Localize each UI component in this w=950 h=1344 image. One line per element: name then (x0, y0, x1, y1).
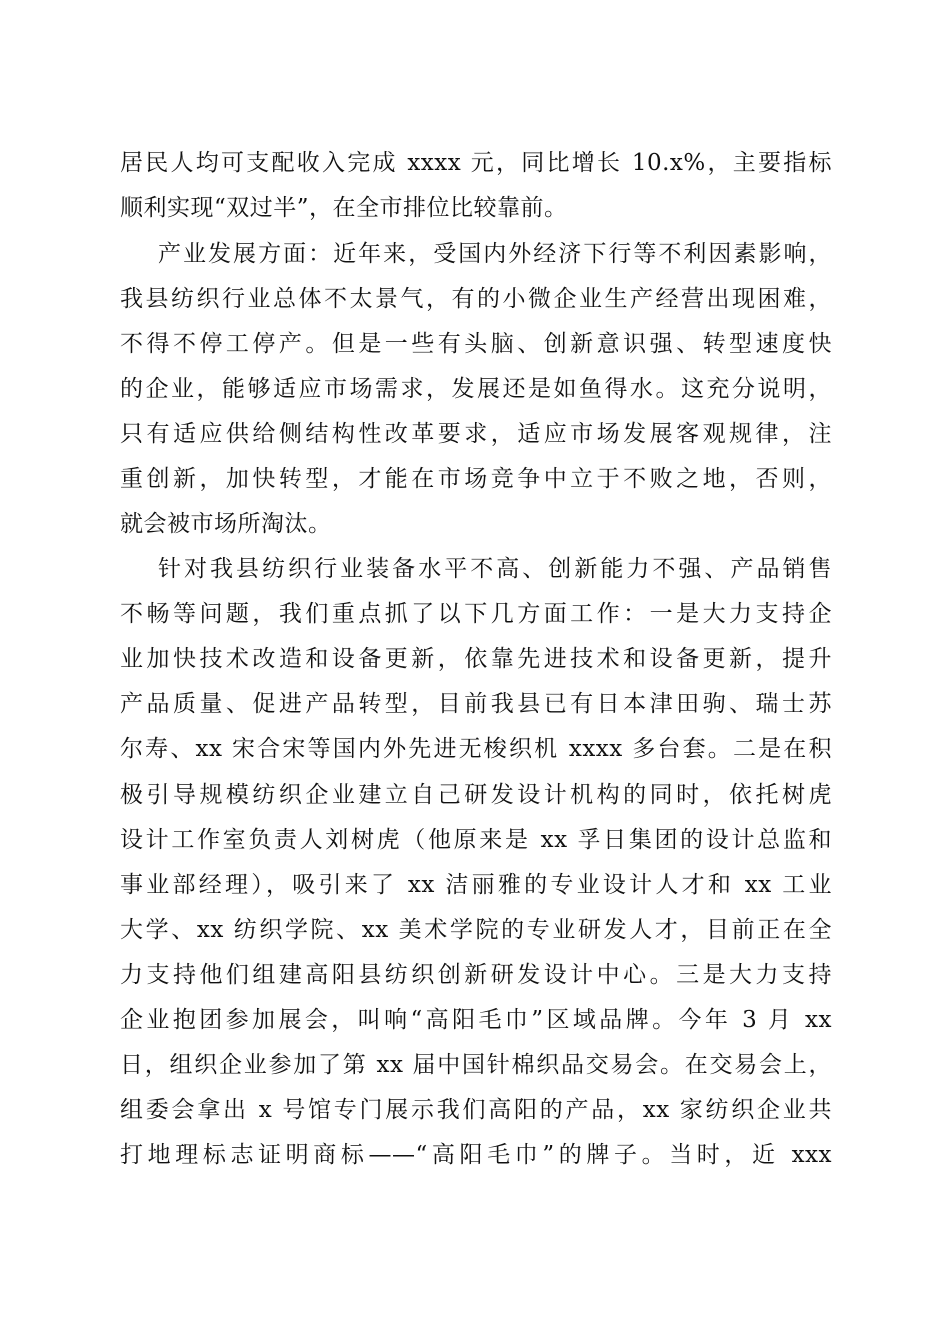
text-line: 业加快技术改造和设备更新，依靠先进技术和设备更新，提升 (120, 646, 832, 672)
text-line: 力支持他们组建高阳县纺织创新研发设计中心。三是大力支持 (120, 962, 832, 988)
text-line: 日，组织企业参加了第 xx 届中国针棉织品交易会。在交易会上， (120, 1052, 832, 1078)
text-line: 只有适应供给侧结构性改革要求，适应市场发展客观规律，注 (120, 421, 832, 447)
text-line: 设计工作室负责人刘树虎（他原来是 xx 孚日集团的设计总监和 (120, 827, 832, 853)
text-line: 不畅等问题，我们重点抓了以下几方面工作：一是大力支持企 (120, 601, 832, 627)
text-line: 组委会拿出 x 号馆专门展示我们高阳的产品，xx 家纺织企业共 (120, 1097, 832, 1123)
text-line: 我县纺织行业总体不太景气，有的小微企业生产经营出现困难， (120, 286, 832, 312)
text-line: 尔寿、xx 宋合宋等国内外先进无梭织机 xxxx 多台套。二是在积 (120, 736, 832, 762)
text-line: 极引导规模纺织企业建立自己研发设计机构的同时，依托树虎 (120, 782, 832, 808)
text-line: 产业发展方面：近年来，受国内外经济下行等不利因素影响， (158, 241, 832, 267)
text-line: 打地理标志证明商标——“高阳毛巾”的牌子。当时，近 xxx (120, 1142, 832, 1168)
text-line: 就会被市场所淘汰。 (120, 511, 332, 537)
text-line: 针对我县纺织行业装备水平不高、创新能力不强、产品销售 (158, 556, 832, 582)
text-line: 事业部经理），吸引来了 xx 洁丽雅的专业设计人才和 xx 工业 (120, 872, 832, 898)
text-line: 企业抱团参加展会，叫响“高阳毛巾”区域品牌。今年 3 月 xx (120, 1007, 832, 1033)
text-line: 产品质量、促进产品转型，目前我县已有日本津田驹、瑞士苏 (120, 691, 832, 717)
text-line: 大学、xx 纺织学院、xx 美术学院的专业研发人才，目前正在全 (120, 917, 832, 943)
text-line: 重创新，加快转型，才能在市场竞争中立于不败之地，否则， (120, 466, 832, 492)
text-line: 的企业，能够适应市场需求，发展还是如鱼得水。这充分说明， (120, 376, 832, 402)
text-line: 居民人均可支配收入完成 xxxx 元，同比增长 10.x%，主要指标 (120, 150, 832, 176)
text-line: 顺利实现“双过半”，在全市排位比较靠前。 (120, 195, 568, 221)
text-line: 不得不停工停产。但是一些有头脑、创新意识强、转型速度快 (120, 331, 832, 357)
